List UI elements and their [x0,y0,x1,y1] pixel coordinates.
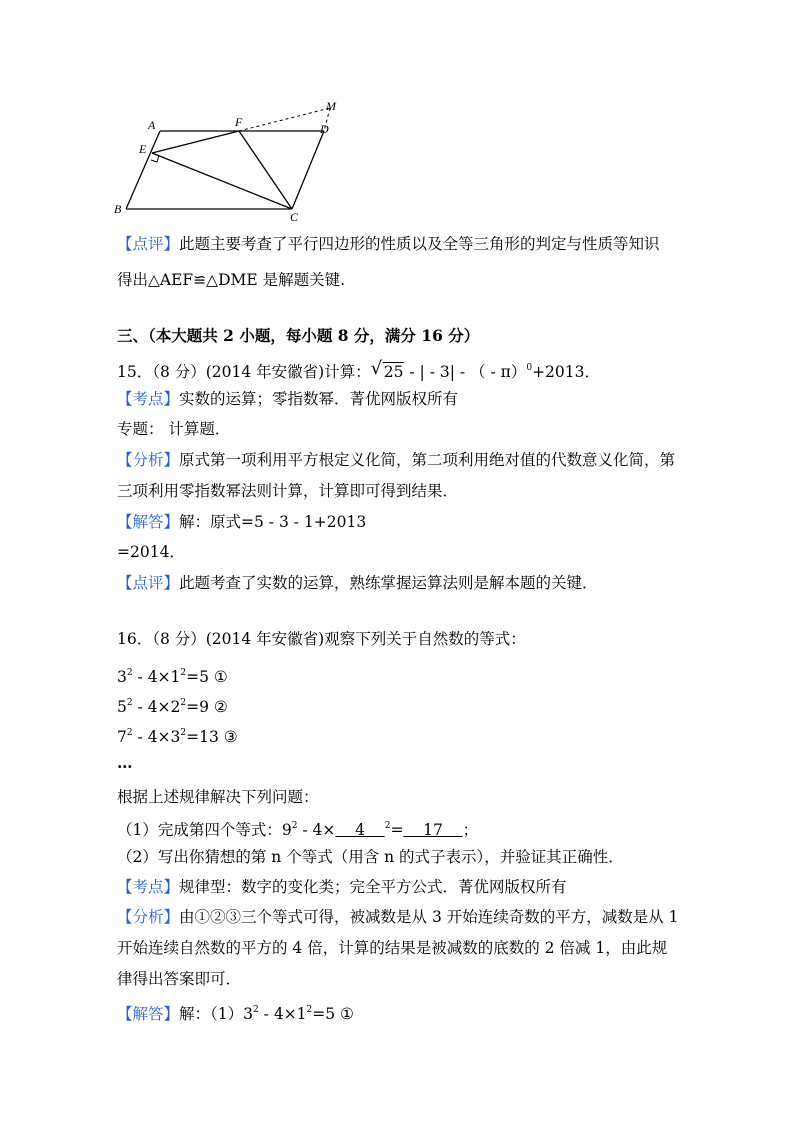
q16-fenxi-tag: 【分析】 [117,908,180,926]
radical-sign-icon: √ [370,358,383,379]
q16-jieda [117,1000,354,1024]
parallelogram-diagram [112,95,352,225]
label-B: B [114,202,122,216]
p1-exp-a: 2 [291,821,298,831]
q15-jieda-1 [117,512,366,532]
parallelogram-figure [112,95,352,225]
right-angle-marker [151,155,159,162]
q16-jieda-mid: - 4×1 [258,1005,307,1023]
segment-FC [239,131,292,209]
q16-kaodian-tag: 【考点】 [117,878,180,896]
label-M: M [326,99,336,113]
comment-tag: 【点评】 [117,235,180,253]
q16-jieda-end: =5 ① [312,1005,354,1023]
eq3-exp-b: 2 [180,728,187,738]
label-F: F [235,115,243,129]
q15-fenxi-text-1: 原式第一项利用平方根定义化简，第二项利用绝对值的代数意义化简，第 [179,451,676,469]
q15-kaodian-text: 实数的运算；零指数幂．菁优网版权所有 [179,390,459,408]
q15-exponent: 0 [526,363,533,373]
segment-DC [292,131,324,209]
eq3-base: 7 [117,728,127,746]
p1-end: ； [462,821,479,839]
q16-fenxi-2: 开始连续自然数的平方的 4 倍，计算的结果是被减数的底数的 2 倍减 1，由此规 [117,939,668,957]
q15-fenxi-1 [117,450,675,470]
q16-equation-3 [117,723,238,747]
segment-FM-dashed [239,108,330,131]
comment-text-1: 此题主要考查了平行四边形的性质以及全等三角形的判定与性质等知识 [179,235,660,253]
q16-kaodian [117,877,567,897]
p1-equals: = [390,821,404,839]
label-D: D [320,122,329,136]
q15-stem-end: +2013． [532,363,600,381]
q16-kaodian-text: 规律型：数字的变化类；完全平方公式．菁优网版权所有 [179,878,567,896]
q15-fenxi-2: 三项利用零指数幂法则计算，计算即可得到结果． [117,482,459,500]
q15-jieda-tag: 【解答】 [117,513,180,531]
eq1-result: =5 ① [186,668,228,686]
eq3-exp-a: 2 [126,728,133,738]
q16-stem: 16．（8 分）(2014 年安徽省)观察下列关于自然数的等式： [117,630,526,648]
q15-zhuanti: 专题： 计算题． [117,420,231,438]
q15-kaodian [117,389,458,409]
label-A: A [148,118,156,132]
q16-jieda-exp-a: 2 [253,1005,259,1015]
q16-fenxi-3: 律得出答案即可． [117,970,242,988]
eq2-result: =9 ② [186,698,228,716]
label-C: C [290,210,299,224]
label-E: E [139,142,147,156]
sqrt-expression [370,358,405,382]
comment-line-2: 得出△AEF≌△DME 是解题关键. [117,271,346,289]
eq1-exp-b: 2 [180,668,187,678]
eq1-base: 3 [117,668,127,686]
p1-mid: - 4× [297,821,336,839]
q15-stem [117,358,600,382]
segment-EF [152,131,239,153]
q16-part2: （2）写出你猜想的第 n 个等式（用含 n 的式子表示），并验证其正确性． [117,848,624,866]
eq2-base: 5 [117,698,127,716]
eq2-mid: - 4×2 [132,698,181,716]
eq3-result: =13 ③ [186,728,238,746]
q15-dianping-text: 此题考查了实数的运算，熟练掌握运算法则是解本题的关键． [179,574,598,592]
q16-fenxi-1 [117,907,679,927]
p1-exp-b: 2 [384,821,391,831]
q15-fenxi-tag: 【分析】 [117,451,180,469]
q15-jieda-text-1: 解：原式=5 - 3 - 1+2013 [179,513,367,531]
eq2-exp-a: 2 [126,698,133,708]
q16-equation-2 [117,693,228,717]
eq3-mid: - 4×3 [132,728,181,746]
q15-stem-prefix: 15．（8 分）(2014 年安徽省)计算： [117,363,371,381]
q15-dianping [117,573,598,593]
section-heading: 三、（本大题共 2 小题，每小题 8 分，满分 16 分） [117,326,480,345]
segment-EC [152,153,292,209]
p1-answer-blank-2: 17 [403,821,463,839]
sqrt-radicand: 25 [383,363,404,381]
q15-stem-suffix: - | - 3| - （ - π） [404,363,527,381]
eq1-mid: - 4×1 [132,668,181,686]
q16-part1 [117,816,478,840]
q16-instruction: 根据上述规律解决下列问题： [117,788,319,806]
p1-answer-blank-1: 4 [335,821,385,839]
q16-fenxi-text-1: 由①②③三个等式可得，被减数是从 3 开始连续奇数的平方，减数是从 1 [179,908,679,926]
q15-dianping-tag: 【点评】 [117,574,180,592]
p1-prefix: （1）完成第四个等式：9 [117,821,292,839]
q16-jieda-prefix: 解：（1）3 [179,1005,253,1023]
comment-line-1 [117,234,660,254]
q15-kaodian-tag: 【考点】 [117,390,180,408]
q16-equation-1 [117,663,228,687]
q16-jieda-exp-b: 2 [306,1005,313,1015]
eq1-exp-a: 2 [126,668,133,678]
q16-jieda-tag: 【解答】 [117,1005,180,1023]
eq2-exp-b: 2 [180,698,187,708]
q15-jieda-2: =2014． [117,543,185,561]
q16-ellipsis: … [117,753,133,772]
